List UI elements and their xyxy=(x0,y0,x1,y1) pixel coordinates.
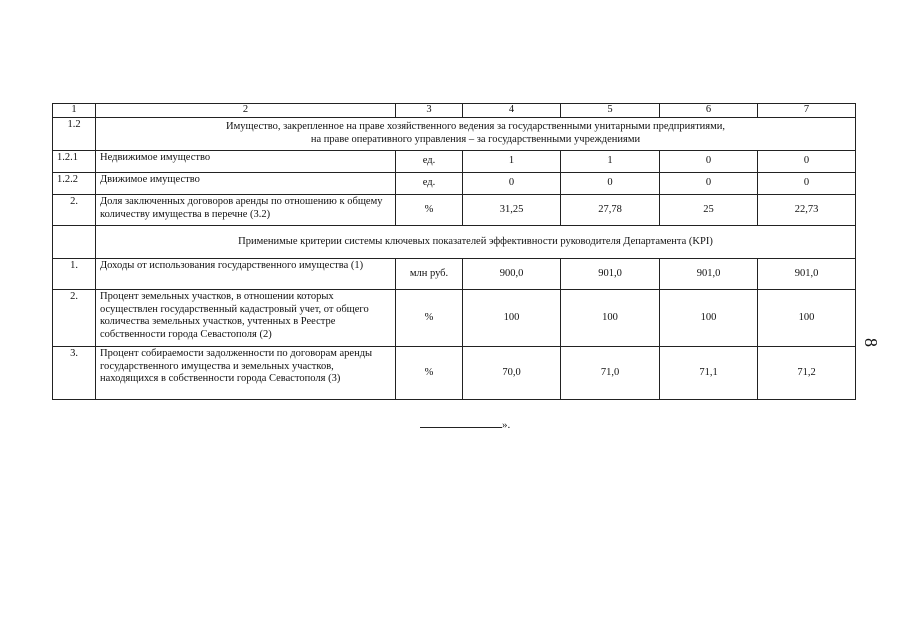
row-value-5: 71,0 xyxy=(561,347,660,400)
row-name: Процент собираемости задолженности по договорам аренды государственного имущества и земельных участков, находящихся в собственности города Севастополя (3) xyxy=(96,347,396,400)
table-row xyxy=(53,173,856,195)
table-row xyxy=(53,259,856,290)
row-value-7: 0 xyxy=(758,151,856,173)
row-value-4: 900,0 xyxy=(463,259,561,290)
section-title-line1: Имущество, закрепленное на праве хозяйственного ведения за государственными унитарными предприятиями, xyxy=(226,121,725,133)
col-header-1: 1 xyxy=(53,104,96,118)
kpi-table xyxy=(52,103,856,400)
col-header-2: 2 xyxy=(96,104,396,118)
row-value-5: 27,78 xyxy=(561,195,660,226)
section-title xyxy=(96,118,856,151)
row-number: 2. xyxy=(53,195,96,226)
column-number-row xyxy=(53,104,856,118)
closing-quote: ». xyxy=(502,419,511,431)
row-value-4: 70,0 xyxy=(463,347,561,400)
row-value-6: 0 xyxy=(660,173,758,195)
section-number: 1.2 xyxy=(53,118,96,151)
row-unit: % xyxy=(396,290,463,347)
row-value-5: 100 xyxy=(561,290,660,347)
row-value-6: 25 xyxy=(660,195,758,226)
row-unit: млн руб. xyxy=(396,259,463,290)
table-row xyxy=(53,347,856,400)
row-value-4: 31,25 xyxy=(463,195,561,226)
row-name: Процент земельных участков, в отношении которых осуществлен государственный кадастровый учет, от общего количества земельных участков, учтенных в Реестре собственности города Севастополя (2) xyxy=(96,290,396,347)
row-unit: ед. xyxy=(396,173,463,195)
row-value-7: 901,0 xyxy=(758,259,856,290)
row-number: 1.2.2 xyxy=(53,173,96,195)
row-number: 3. xyxy=(53,347,96,400)
row-name: Движимое имущество xyxy=(96,173,396,195)
closing-mark xyxy=(420,418,510,431)
row-value-7: 100 xyxy=(758,290,856,347)
page-number: 8 xyxy=(861,338,881,347)
row-value-4: 0 xyxy=(463,173,561,195)
row-value-5: 0 xyxy=(561,173,660,195)
table-row xyxy=(53,195,856,226)
section-title-line2: на праве оперативного управления – за государственными учреждениями xyxy=(310,134,641,145)
row-value-5: 901,0 xyxy=(561,259,660,290)
row-number: 2. xyxy=(53,290,96,347)
row-name: Доходы от использования государственного имущества (1) xyxy=(96,259,396,290)
table-row xyxy=(53,151,856,173)
row-value-4: 100 xyxy=(463,290,561,347)
row-value-6: 901,0 xyxy=(660,259,758,290)
row-value-7: 71,2 xyxy=(758,347,856,400)
row-number: 1.2.1 xyxy=(53,151,96,173)
col-header-4: 4 xyxy=(463,104,561,118)
row-value-4: 1 xyxy=(463,151,561,173)
row-value-6: 71,1 xyxy=(660,347,758,400)
row-name: Доля заключенных договоров аренды по отношению к общему количеству имущества в перечне (3.2) xyxy=(96,195,396,226)
kpi-section-number xyxy=(53,226,96,259)
section-row xyxy=(53,118,856,151)
col-header-6: 6 xyxy=(660,104,758,118)
row-value-7: 0 xyxy=(758,173,856,195)
col-header-5: 5 xyxy=(561,104,660,118)
table-row xyxy=(53,290,856,347)
row-value-7: 22,73 xyxy=(758,195,856,226)
row-value-6: 0 xyxy=(660,151,758,173)
col-header-3: 3 xyxy=(396,104,463,118)
row-unit: % xyxy=(396,347,463,400)
row-number: 1. xyxy=(53,259,96,290)
kpi-section-title: Применимые критерии системы ключевых показателей эффективности руководителя Департамента (KPI) xyxy=(96,226,856,259)
row-unit: % xyxy=(396,195,463,226)
row-value-5: 1 xyxy=(561,151,660,173)
row-name: Недвижимое имущество xyxy=(96,151,396,173)
signature-line xyxy=(420,418,502,428)
col-header-7: 7 xyxy=(758,104,856,118)
row-value-6: 100 xyxy=(660,290,758,347)
kpi-section-row xyxy=(53,226,856,259)
row-unit: ед. xyxy=(396,151,463,173)
